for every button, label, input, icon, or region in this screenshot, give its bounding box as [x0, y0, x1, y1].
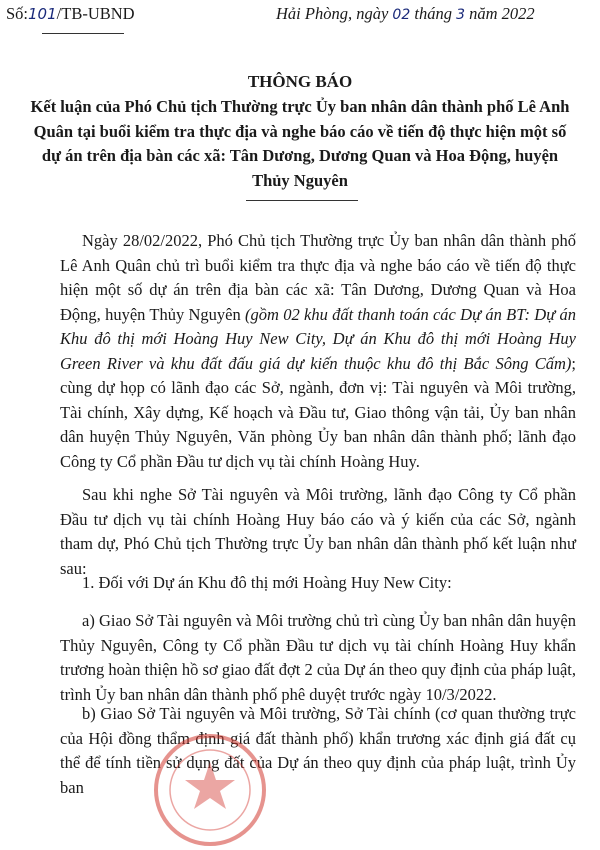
number-prefix: Số: [6, 4, 29, 23]
document-header [0, 4, 600, 28]
paragraph-2: Sau khi nghe Sở Tài nguyên và Môi trường, lãnh đạo Công ty Cổ phần Đầu tư dịch vụ tài chính Hoàng Huy báo cáo và ý kiến của các Sở, ngành tham dự, Phó Chủ tịch Thường trực Ủy ban nhân dân thành phố kết luận như sau: [60, 485, 576, 578]
paragraph-1-lead: Ngày 28/02/2022, Phó Chủ tịch Thường trực Ủy ban nhân dân thành phố Lê Anh Quân chủ trì buổi kiểm tra thực địa và nghe báo cáo về tiến độ thực hiện một số dự án trên địa bàn các xã: Tân Dương, Dương Quan và Hoa Động, huyện Thủy Nguyên [60, 231, 576, 324]
paragraph-b: b) Giao Sở Tài nguyên và Môi trường, Sở Tài chính (cơ quan thường trực của Hội đồng thẩm định giá đất thành phố) khẩn trương xác định giá đất cụ thể để tính tiền sử dụng đất của Dự án theo quy định của pháp luật, trình Ủy ban [60, 704, 576, 797]
document-number [6, 4, 135, 24]
header-rule [42, 33, 124, 34]
red-seal-stamp [150, 730, 270, 850]
date-month: 3 [456, 7, 465, 23]
date-day: 02 [392, 7, 411, 23]
date-year: năm 2022 [469, 4, 535, 23]
number-handwritten: 101 [28, 5, 57, 23]
document-subtitle: Kết luận của Phó Chủ tịch Thường trực Ủy ban nhân dân thành phố Lê Anh Quân tại buổi kiểm tra thực địa và nghe báo cáo về tiến độ thực hiện một số dự án trên địa bàn các xã: Tân Dương, Dương Quan và Hoa Động, huyện Thủy Nguyên [30, 97, 570, 190]
number-suffix: /TB-UBND [56, 4, 135, 23]
date-month-label: tháng [414, 4, 452, 23]
date-prefix: Hải Phòng, ngày [276, 4, 389, 23]
paragraph-1 [60, 229, 576, 474]
paragraph-a: a) Giao Sở Tài nguyên và Môi trường chủ trì cùng Ủy ban nhân dân huyện Thủy Nguyên, Công ty Cổ phần Đầu tư dịch vụ tài chính Hoàng Huy khẩn trương hoàn thiện hồ sơ giao đất đợt 2 của Dự án theo quy định của pháp luật, trình Ủy ban nhân dân thành phố phê duyệt trước ngày 10/3/2022. [60, 611, 576, 704]
subtitle-rule [246, 200, 358, 201]
paragraph-1-italic: (gồm 02 khu đất thanh toán các Dự án BT: Dự án Khu đô thị mới Hoàng Huy New City, Dự án Khu đô thị mới Hoàng Huy Green River và khu đất đấu giá dự kiến thuộc khu đô thị Bắc Sông Cấm) [60, 304, 576, 373]
paragraph-1-tail: ; cùng dự họp có lãnh đạo các Sở, ngành, đơn vị: Tài nguyên và Môi trường, Tài chính, Xây dựng, Kế hoạch và Đầu tư, Giao thông vận tải, Ủy ban nhân dân huyện Thủy Nguyên, Văn phòng Ủy ban nhân dân thành phố; lãnh đạo Công ty Cổ phần Đầu tư dịch vụ tài chính Hoàng Huy. [60, 353, 576, 471]
document-title: THÔNG BÁO [247, 72, 353, 91]
section-1-heading: 1. Đối với Dự án Khu đô thị mới Hoàng Huy New City: [82, 573, 452, 592]
document-date [276, 4, 535, 24]
